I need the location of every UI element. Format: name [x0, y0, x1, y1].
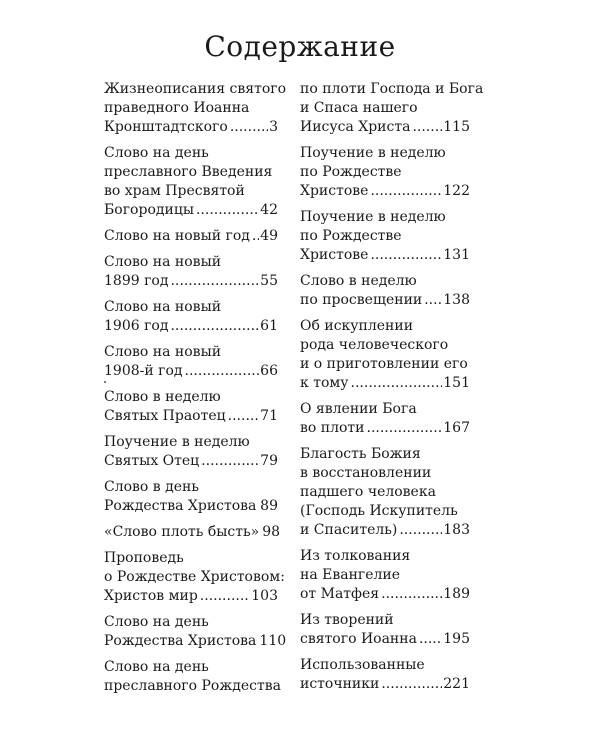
toc-entry	[104, 523, 281, 542]
toc-page-number: 189	[443, 586, 470, 602]
toc-entry-text: О явлении Бога	[300, 401, 417, 417]
toc-page-number: 42	[260, 202, 278, 218]
toc-entry-text: 1906 год	[104, 318, 169, 334]
toc-entry-text: падшего человека	[300, 484, 436, 500]
toc-entry-text: Слово в день	[104, 479, 199, 495]
toc-entry-line	[300, 374, 470, 393]
toc-dot-leader	[200, 587, 250, 606]
toc-entry-line	[300, 400, 470, 419]
toc-dot-leader	[370, 246, 442, 265]
toc-entry-text: Из толкования	[300, 548, 411, 564]
toc-entry	[104, 549, 285, 606]
toc-entry-line	[300, 502, 470, 521]
toc-entry-text: по Рождестве	[300, 228, 402, 244]
toc-dot-leader	[381, 585, 442, 604]
toc-page-number: 115	[443, 119, 470, 135]
page-title: Содержание	[204, 30, 396, 63]
toc-entry	[104, 253, 278, 291]
toc-entry-text: от Матфея	[300, 586, 380, 602]
toc-entry-line	[300, 419, 470, 438]
toc-dot-leader	[412, 118, 442, 137]
toc-page-number: 61	[260, 318, 278, 334]
toc-page-number: 131	[443, 247, 470, 263]
toc-entry-line	[300, 272, 470, 291]
toc-entry-line	[104, 549, 278, 568]
toc-entry-text: Использованные	[300, 657, 425, 673]
toc-entry	[300, 80, 484, 137]
toc-entry-text: Святых Отец	[104, 453, 200, 469]
toc-entry-text: на Евангелие	[300, 567, 401, 583]
toc-entry-text: (Господь Искупитель	[300, 503, 458, 519]
toc-entry	[104, 144, 278, 220]
toc-dot-leader	[228, 407, 260, 426]
toc-entry-line	[104, 433, 278, 452]
toc-dot-leader	[230, 118, 268, 137]
toc-entry-text: Иисуса Христа	[300, 119, 411, 135]
toc-entry-text: Слово на новый	[104, 344, 222, 360]
toc-entry-line	[104, 272, 278, 291]
toc-entry	[300, 272, 470, 310]
toc-entry-line	[104, 587, 278, 606]
toc-entry	[104, 388, 278, 426]
toc-entry-line	[300, 80, 484, 99]
toc-entry-text: о Рождестве Христовом:	[104, 569, 285, 585]
toc-entry-text: во храм Пресвятой	[104, 183, 245, 199]
toc-entry	[300, 317, 470, 393]
toc-entry-line	[104, 407, 278, 426]
toc-entry-line	[300, 611, 470, 630]
toc-entry	[300, 611, 470, 649]
toc-entry-text: по плоти Господа и Бога	[300, 81, 484, 97]
toc-entry-line	[300, 483, 470, 502]
toc-page-number: 103	[251, 588, 278, 604]
toc-entry-line	[300, 464, 470, 483]
toc-page-number: 3	[269, 119, 278, 135]
toc-entry-line	[104, 317, 278, 336]
toc-entry-text: Слово на новый	[104, 254, 222, 270]
toc-entry-line	[104, 118, 278, 137]
toc-page-number: 79	[260, 453, 278, 469]
toc-entry	[104, 613, 287, 651]
toc-entry-line	[300, 547, 470, 566]
toc-entry-text: источники	[300, 676, 380, 692]
toc-entry-line	[300, 246, 470, 265]
toc-entry-text: Христове	[300, 247, 369, 263]
toc-entry-text: Слово в неделю	[300, 273, 417, 289]
toc-entry-text: Из творений	[300, 612, 394, 628]
toc-entry-line	[104, 677, 281, 696]
toc-entry	[104, 227, 278, 246]
toc-entry-text: 1899 год	[104, 273, 169, 289]
toc-entry-text: праведного Иоанна	[104, 100, 250, 116]
toc-entry-text: рода человеческого	[300, 337, 449, 353]
scan-speck	[104, 381, 106, 383]
toc-entry	[300, 400, 470, 438]
toc-entry	[104, 298, 278, 336]
toc-dot-leader	[185, 362, 260, 381]
toc-entry-line	[300, 317, 470, 336]
toc-entry-text: к тому	[300, 375, 349, 391]
toc-entry-text: и Спаситель)	[300, 522, 398, 538]
toc-entry-text: Слово на новый год	[104, 228, 250, 244]
toc-entry-line	[104, 227, 278, 246]
toc-page-number: 49	[260, 228, 278, 244]
toc-entry-line	[300, 182, 470, 201]
toc-dot-leader	[370, 182, 442, 201]
toc-entry-text: Слово в неделю	[104, 389, 221, 405]
toc-entry-line	[300, 99, 470, 118]
toc-entry-line	[104, 343, 278, 362]
toc-entry-line	[104, 144, 278, 163]
toc-entry-line	[300, 355, 470, 374]
toc-entry-text: и о приготовлении его	[300, 356, 468, 372]
toc-entry-line	[104, 452, 278, 471]
toc-page-number: 71	[260, 408, 278, 424]
toc-entry-line	[300, 336, 470, 355]
toc-entry-line	[104, 298, 278, 317]
toc-entry-text: преславного Рождества	[104, 678, 281, 694]
toc-entry-text: Проповедь	[104, 550, 184, 566]
toc-entry-line	[104, 478, 278, 497]
toc-entry-text: Рождества Христова	[104, 498, 257, 514]
toc-entry-text: Слово на день	[104, 614, 209, 630]
toc-dot-leader	[367, 419, 443, 438]
toc-entry	[300, 656, 470, 694]
toc-entry-line	[300, 208, 470, 227]
toc-entry-text: Слово на новый	[104, 299, 222, 315]
toc-entry-line	[104, 362, 278, 381]
toc-page-number: 138	[443, 292, 470, 308]
toc-entry-line	[300, 118, 470, 137]
toc-entry-line	[104, 182, 278, 201]
toc-entry-line	[300, 163, 470, 182]
toc-entry-line	[300, 521, 470, 540]
toc-dot-leader	[419, 630, 442, 649]
toc-entry-text: во плоти	[300, 420, 365, 436]
toc-column-left	[104, 80, 287, 703]
toc-entry-line	[104, 523, 281, 542]
toc-dot-leader	[252, 227, 259, 246]
toc-entry-text: Поучение в неделю	[300, 145, 446, 161]
toc-page-number: 167	[443, 420, 470, 436]
toc-entry-line	[104, 253, 278, 272]
toc-entry-text: Святых Праотец	[104, 408, 226, 424]
toc-entry	[104, 478, 278, 516]
toc-entry-line	[104, 613, 278, 632]
toc-entry-line	[300, 585, 470, 604]
toc-entry-text: Об искуплении	[300, 318, 414, 334]
toc-entry-text: Поучение в неделю	[104, 434, 250, 450]
toc-entry-text: по просвещении	[300, 292, 423, 308]
toc-page-number: 122	[443, 183, 470, 199]
toc-entry-line	[104, 497, 278, 516]
toc-page-number: 66	[260, 363, 278, 379]
toc-dot-leader	[351, 374, 443, 393]
toc-entry-text: Христов мир	[104, 588, 198, 604]
toc-entry	[104, 433, 278, 471]
toc-entry-text: Слово на день	[104, 145, 209, 161]
toc-entry-line	[300, 656, 470, 675]
toc-entry-line	[104, 388, 278, 407]
toc-dot-leader	[424, 291, 442, 310]
toc-entry-text: Благость Божия	[300, 446, 421, 462]
toc-entry	[300, 144, 470, 201]
toc-dot-leader	[196, 201, 259, 220]
toc-entry	[300, 208, 470, 265]
toc-page-number: 195	[443, 631, 470, 647]
toc-entry-text: Жизнеописания святого	[104, 81, 287, 97]
toc-dot-leader	[170, 317, 259, 336]
toc-page-number: 221	[443, 676, 470, 692]
toc-dot-leader	[258, 497, 259, 516]
toc-entry	[104, 80, 287, 137]
toc-entry-text: по Рождестве	[300, 164, 402, 180]
toc-dot-leader	[381, 675, 442, 694]
toc-entry-text: Слово на день	[104, 659, 209, 675]
toc-page-number: 55	[260, 273, 278, 289]
toc-entry-text: Христове	[300, 183, 369, 199]
toc-entry-line	[300, 144, 470, 163]
toc-entry-text: Богородицы	[104, 202, 194, 218]
toc-entry-line	[104, 568, 285, 587]
toc-dot-leader	[201, 452, 259, 471]
toc-entry-line	[104, 658, 278, 677]
toc-entry-text: святого Иоанна	[300, 631, 417, 647]
toc-entry-text: «Слово плоть бысть»	[104, 524, 260, 540]
toc-entry-line	[104, 99, 278, 118]
toc-entry	[300, 547, 470, 604]
toc-entry-line	[104, 632, 287, 651]
toc-page-number: 98	[262, 524, 281, 540]
toc-page-number: 183	[443, 522, 470, 538]
toc-entry-line	[300, 445, 470, 464]
toc-entry-text: в восстановлении	[300, 465, 432, 481]
toc-entry-text: Рождества Христова	[104, 633, 257, 649]
toc-entry-line	[300, 227, 470, 246]
toc-entry-text: Кронштадтского	[104, 119, 228, 135]
toc-entry-line	[300, 630, 470, 649]
toc-entry-line	[104, 80, 287, 99]
toc-entry-line	[300, 675, 470, 694]
toc-entry-line	[104, 163, 278, 182]
toc-entry	[104, 343, 278, 381]
toc-entry	[300, 445, 470, 540]
toc-entry-line	[104, 201, 278, 220]
toc-column-right	[300, 80, 484, 701]
toc-entry-text: преславного Введения	[104, 164, 273, 180]
toc-entry	[104, 658, 281, 696]
toc-page-number: 151	[443, 375, 470, 391]
toc-entry-line	[300, 566, 470, 585]
toc-entry-text: Поучение в неделю	[300, 209, 446, 225]
toc-page-number: 89	[260, 498, 278, 514]
toc-dot-leader	[399, 521, 442, 540]
toc-page-number: 110	[259, 633, 287, 649]
toc-entry-line	[300, 291, 470, 310]
toc-dot-leader	[170, 272, 259, 291]
toc-entry-text: 1908-й год	[104, 363, 183, 379]
toc-entry-text: и Спаса нашего	[300, 100, 418, 116]
